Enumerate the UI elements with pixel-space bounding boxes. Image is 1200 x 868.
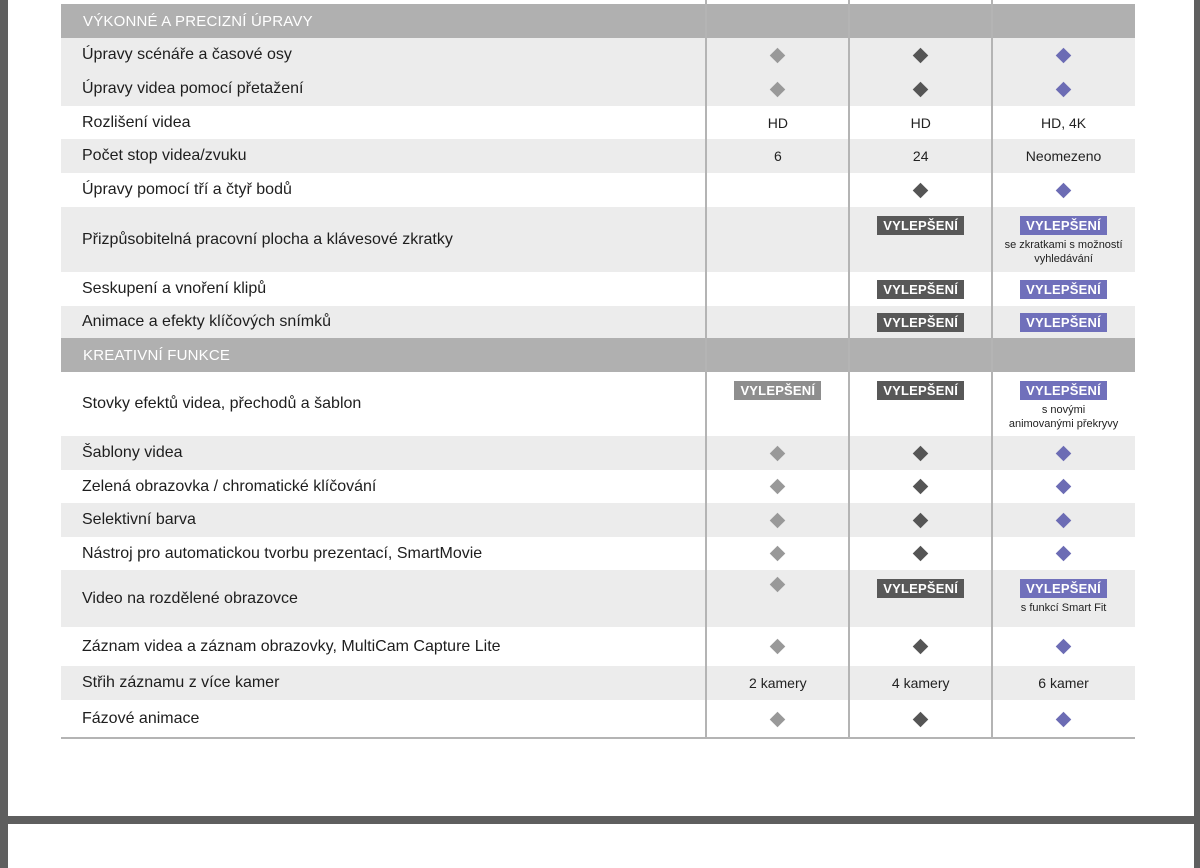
document-page [8,0,1194,816]
feature-label: Střih záznamu z více kamer [82,674,280,691]
table-row [61,72,1135,106]
column-divider [848,0,850,739]
feature-label: Úpravy videa pomocí přetažení [82,80,304,97]
cell-value: 2 kamery [749,675,807,691]
table-row [61,627,1135,666]
table-cell [849,700,992,738]
cell-value: HD [767,114,788,131]
diamond-icon [1056,479,1072,495]
feature-label: Selektivní barva [82,511,196,528]
table-cell [706,38,849,72]
diamond-icon [913,639,929,655]
table-cell [992,38,1135,72]
badge-note-line: se zkratkami s možností [1004,239,1123,251]
table-cell [706,570,849,627]
table-cell [706,372,849,436]
table-cell [992,372,1135,436]
improvement-badge: VYLEPŠENÍ [877,313,964,332]
diamond-icon [913,182,929,198]
cell-value: HD [910,114,931,131]
table-cell [849,666,992,700]
table-cell [849,436,992,470]
table-cell [849,537,992,570]
feature-label: Zelená obrazovka / chromatické klíčování [82,477,377,495]
table-row [61,306,1135,338]
improvement-badge: VYLEPŠENÍ [877,280,964,299]
table-row [61,372,1135,436]
table-cell [706,72,849,106]
diamond-icon [1056,47,1072,63]
table-cell [992,700,1135,738]
table-cell [849,503,992,537]
diamond-icon [913,546,929,562]
table-row [61,700,1135,738]
diamond-icon [1056,445,1072,461]
badge-note [1005,238,1123,266]
table-cell [849,306,992,338]
section-title: VÝKONNÉ A PRECIZNÍ ÚPRAVY [83,12,313,30]
diamond-icon [770,577,786,593]
badge-note [1021,601,1107,615]
feature-label: Video na rozdělené obrazovce [82,589,298,607]
table-cell [706,436,849,470]
improvement-badge: VYLEPŠENÍ [1020,579,1107,598]
table-cell [849,272,992,306]
feature-label: Počet stop videa/zvuku [82,147,247,164]
diamond-icon [913,445,929,461]
diamond-icon [1056,512,1072,528]
feature-label: Šablony videa [82,444,183,461]
improvement-badge: VYLEPŠENÍ [1020,313,1107,332]
table-cell [849,173,992,207]
table-row [61,106,1135,139]
cell-value: HD, 4K [1040,114,1087,131]
table-cell [992,72,1135,106]
improvement-badge: VYLEPŠENÍ [1020,216,1107,235]
table-cell [849,139,992,173]
table-cell [706,306,849,338]
feature-label: Seskupení a vnoření klipů [82,280,267,297]
table-row [61,503,1135,537]
section-title: KREATIVNÍ FUNKCE [83,346,231,364]
diamond-icon [770,639,786,655]
diamond-icon [1056,711,1072,727]
table-cell [706,207,849,272]
diamond-icon [913,512,929,528]
table-row [61,38,1135,72]
diamond-icon [913,81,929,97]
diamond-icon [913,47,929,63]
table-cell [849,38,992,72]
table-cell [706,139,849,173]
table-cell [992,173,1135,207]
feature-label: Úpravy pomocí tří a čtyř bodů [82,181,292,198]
improvement-badge: VYLEPŠENÍ [877,216,964,235]
table-row [61,139,1135,173]
table-cell [992,666,1135,700]
table-cell [849,106,992,139]
table-cell [992,272,1135,306]
table-cell [992,570,1135,627]
next-document-page [8,824,1194,868]
feature-label: Záznam videa a záznam obrazovky, MultiCam Capture Lite [82,637,501,655]
diamond-icon [1056,182,1072,198]
table-cell [706,503,849,537]
table-cell [992,627,1135,666]
table-cell [992,537,1135,570]
table-row [61,666,1135,700]
table-bottom-rule [61,737,1135,739]
table-cell [706,173,849,207]
table-cell [992,436,1135,470]
improvement-badge: VYLEPŠENÍ [1020,280,1107,299]
badge-note [1009,403,1118,431]
improvement-badge: VYLEPŠENÍ [1020,381,1107,400]
diamond-icon [770,81,786,97]
badge-note-line: s novými [1041,404,1086,416]
diamond-icon [1056,546,1072,562]
diamond-icon [770,479,786,495]
table-row [61,570,1135,627]
table-cell [992,470,1135,503]
diamond-icon [770,546,786,562]
feature-label: Nástroj pro automatickou tvorbu prezentací, SmartMovie [82,544,483,562]
table-cell [849,470,992,503]
table-cell [992,106,1135,139]
feature-label: Přizpůsobitelná pracovní plocha a klávesové zkratky [82,230,453,248]
improvement-badge: VYLEPŠENÍ [734,381,821,400]
table-cell [849,72,992,106]
badge-note-line: s funkcí Smart Fit [1020,602,1107,614]
diamond-icon [770,47,786,63]
column-divider [705,0,707,739]
table-cell [849,570,992,627]
table-cell [706,537,849,570]
table-cell [849,207,992,272]
table-cell [992,503,1135,537]
table-row [61,537,1135,570]
feature-label: Fázové animace [82,710,200,727]
table-cell [849,372,992,436]
diamond-icon [770,512,786,528]
table-row [61,272,1135,306]
improvement-badge: VYLEPŠENÍ [877,579,964,598]
diamond-icon [913,711,929,727]
feature-label: Animace a efekty klíčových snímků [82,313,331,330]
diamond-icon [1056,81,1072,97]
feature-label: Úpravy scénáře a časové osy [82,46,292,63]
section-header [61,338,1135,372]
table-cell [706,106,849,139]
section-header [61,4,1135,38]
diamond-icon [913,479,929,495]
cell-value: 4 kamery [891,675,950,691]
table-row [61,470,1135,503]
diamond-icon [770,711,786,727]
cell-value: Neomezeno [1025,148,1102,164]
cell-value: 6 [773,148,782,164]
column-divider [991,0,993,739]
table-cell [849,627,992,666]
table-row [61,436,1135,470]
badge-note-line: vyhledávání [1034,253,1093,265]
table-cell [706,627,849,666]
table-cell [992,306,1135,338]
table-cell [706,700,849,738]
table-cell [706,666,849,700]
table-cell [992,207,1135,272]
table-row [61,173,1135,207]
table-cell [706,272,849,306]
cell-value: 6 kamer [1038,675,1089,691]
table-cell [706,470,849,503]
improvement-badge: VYLEPŠENÍ [877,381,964,400]
table-cell [992,139,1135,173]
diamond-icon [1056,639,1072,655]
feature-label: Stovky efektů videa, přechodů a šablon [82,395,362,412]
table-row [61,207,1135,272]
badge-note-line: animovanými překryvy [1008,418,1119,430]
feature-label: Rozlišení videa [82,113,191,131]
diamond-icon [770,445,786,461]
cell-value: 24 [912,148,929,164]
